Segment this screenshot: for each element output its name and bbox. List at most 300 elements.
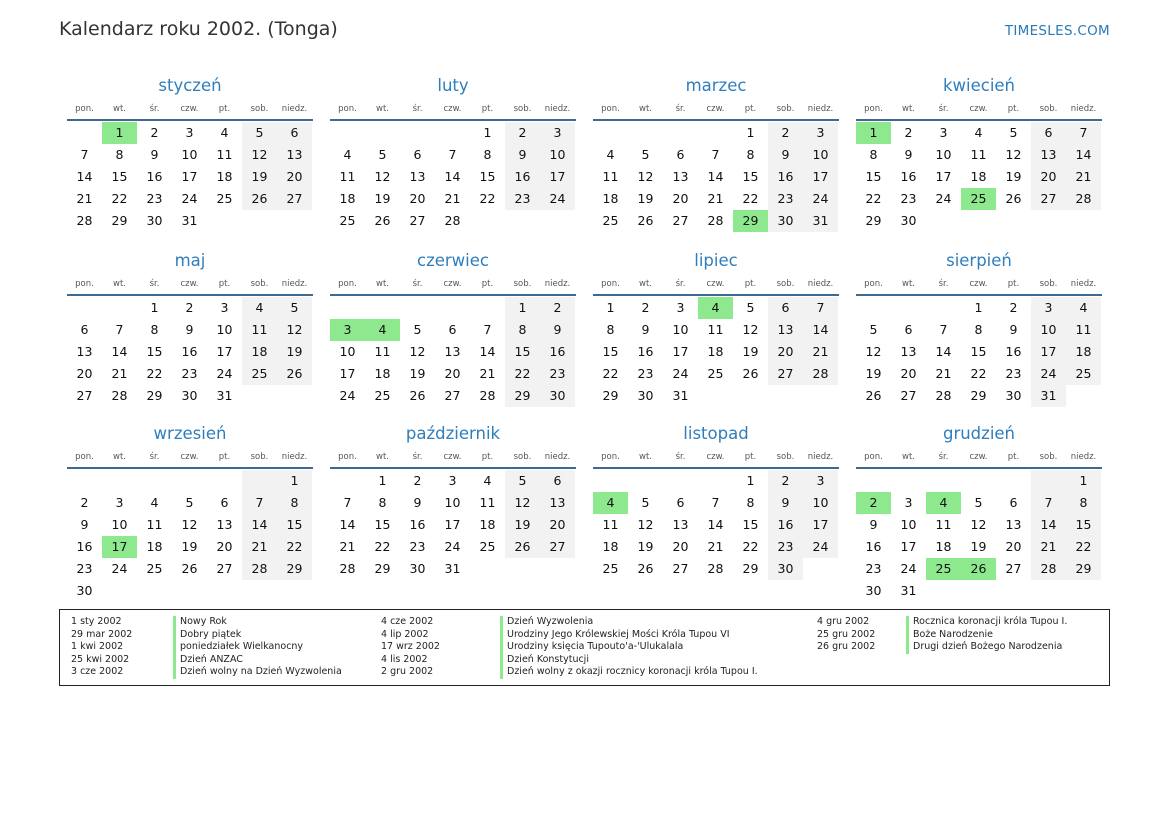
day-cell[interactable]: 25 xyxy=(1066,363,1101,385)
day-cell[interactable]: 14 xyxy=(707,517,724,532)
day-cell[interactable]: 24 xyxy=(111,561,128,576)
day-cell[interactable]: 7 xyxy=(939,322,948,337)
day-cell[interactable]: 1 xyxy=(1066,470,1101,492)
day-cell[interactable]: 23 xyxy=(181,366,198,381)
day-cell[interactable]: 2 xyxy=(505,122,540,144)
day-cell[interactable]: 12 xyxy=(277,319,312,341)
day-cell[interactable]: 20 xyxy=(900,366,917,381)
day-cell[interactable]: 3 xyxy=(540,122,575,144)
day-cell[interactable]: 28 xyxy=(707,213,724,228)
day-cell[interactable]: 30 xyxy=(181,388,198,403)
day-cell[interactable]: 30 xyxy=(768,558,803,580)
day-cell[interactable]: 22 xyxy=(970,366,987,381)
day-cell[interactable]: 25 xyxy=(602,561,619,576)
day-cell[interactable]: 16 xyxy=(505,166,540,188)
day-cell[interactable]: 4 xyxy=(974,125,983,140)
day-cell[interactable]: 8 xyxy=(378,495,387,510)
day-cell[interactable]: 25 xyxy=(707,366,724,381)
day-cell[interactable]: 22 xyxy=(865,191,882,206)
day-cell[interactable]: 6 xyxy=(413,147,422,162)
day-cell[interactable]: 9 xyxy=(80,517,89,532)
day-cell[interactable]: 3 xyxy=(803,470,838,492)
day-cell[interactable]: 29 xyxy=(505,385,540,407)
day-cell[interactable]: 22 xyxy=(277,536,312,558)
day-cell[interactable]: 21 xyxy=(242,536,277,558)
day-cell[interactable]: 21 xyxy=(707,539,724,554)
day-cell[interactable]: 5 xyxy=(242,122,277,144)
day-cell[interactable]: 21 xyxy=(444,191,461,206)
day-cell[interactable]: 16 xyxy=(865,539,882,554)
day-cell[interactable]: 11 xyxy=(935,517,952,532)
day-cell[interactable]: 1 xyxy=(746,125,755,140)
day-cell[interactable]: 21 xyxy=(339,539,356,554)
day-cell[interactable]: 4 xyxy=(698,297,733,319)
day-cell[interactable]: 15 xyxy=(277,514,312,536)
day-cell[interactable]: 2 xyxy=(1009,300,1018,315)
day-cell[interactable]: 15 xyxy=(602,344,619,359)
day-cell[interactable]: 20 xyxy=(540,514,575,536)
day-cell[interactable]: 14 xyxy=(1066,144,1101,166)
day-cell[interactable]: 1 xyxy=(856,122,891,144)
day-cell[interactable]: 10 xyxy=(444,495,461,510)
day-cell[interactable]: 20 xyxy=(277,166,312,188)
day-cell[interactable]: 19 xyxy=(742,344,759,359)
day-cell[interactable]: 24 xyxy=(803,536,838,558)
day-cell[interactable]: 18 xyxy=(602,539,619,554)
day-cell[interactable]: 12 xyxy=(1005,147,1022,162)
day-cell[interactable]: 24 xyxy=(181,191,198,206)
day-cell[interactable]: 28 xyxy=(242,558,277,580)
day-cell[interactable]: 8 xyxy=(150,322,159,337)
brand-link[interactable]: TIMESLES.COM xyxy=(1004,23,1110,39)
day-cell[interactable]: 12 xyxy=(242,144,277,166)
day-cell[interactable]: 27 xyxy=(277,188,312,210)
day-cell[interactable]: 26 xyxy=(505,536,540,558)
day-cell[interactable]: 9 xyxy=(904,147,913,162)
day-cell[interactable]: 17 xyxy=(803,514,838,536)
day-cell[interactable]: 13 xyxy=(672,517,689,532)
day-cell[interactable]: 8 xyxy=(115,147,124,162)
day-cell[interactable]: 25 xyxy=(339,213,356,228)
day-cell[interactable]: 17 xyxy=(540,166,575,188)
day-cell[interactable]: 10 xyxy=(900,517,917,532)
day-cell[interactable]: 1 xyxy=(378,473,387,488)
day-cell[interactable]: 9 xyxy=(768,492,803,514)
day-cell[interactable]: 26 xyxy=(865,388,882,403)
day-cell[interactable]: 10 xyxy=(339,344,356,359)
day-cell[interactable]: 21 xyxy=(479,366,496,381)
day-cell[interactable]: 19 xyxy=(181,539,198,554)
day-cell[interactable]: 30 xyxy=(900,213,917,228)
day-cell[interactable]: 13 xyxy=(540,492,575,514)
day-cell[interactable]: 23 xyxy=(146,191,163,206)
day-cell[interactable]: 21 xyxy=(76,191,93,206)
day-cell[interactable]: 7 xyxy=(448,147,457,162)
day-cell[interactable]: 8 xyxy=(505,319,540,341)
day-cell[interactable]: 20 xyxy=(76,366,93,381)
day-cell[interactable]: 28 xyxy=(1066,188,1101,210)
day-cell[interactable]: 18 xyxy=(339,191,356,206)
day-cell[interactable]: 7 xyxy=(711,495,720,510)
day-cell[interactable]: 30 xyxy=(409,561,426,576)
day-cell[interactable]: 6 xyxy=(80,322,89,337)
day-cell[interactable]: 15 xyxy=(374,517,391,532)
day-cell[interactable]: 15 xyxy=(111,169,128,184)
day-cell[interactable]: 28 xyxy=(444,213,461,228)
day-cell[interactable]: 25 xyxy=(961,188,996,210)
day-cell[interactable]: 8 xyxy=(277,492,312,514)
day-cell[interactable]: 7 xyxy=(242,492,277,514)
day-cell[interactable]: 13 xyxy=(76,344,93,359)
day-cell[interactable]: 12 xyxy=(637,517,654,532)
day-cell[interactable]: 30 xyxy=(76,583,93,598)
day-cell[interactable]: 16 xyxy=(409,517,426,532)
day-cell[interactable]: 14 xyxy=(803,319,838,341)
day-cell[interactable]: 30 xyxy=(865,583,882,598)
day-cell[interactable]: 22 xyxy=(602,366,619,381)
day-cell[interactable]: 19 xyxy=(242,166,277,188)
day-cell[interactable]: 18 xyxy=(707,344,724,359)
day-cell[interactable]: 2 xyxy=(150,125,159,140)
day-cell[interactable]: 27 xyxy=(540,536,575,558)
day-cell[interactable]: 3 xyxy=(185,125,194,140)
day-cell[interactable]: 17 xyxy=(102,536,137,558)
day-cell[interactable]: 31 xyxy=(672,388,689,403)
day-cell[interactable]: 2 xyxy=(185,300,194,315)
day-cell[interactable]: 4 xyxy=(606,147,615,162)
day-cell[interactable]: 24 xyxy=(444,539,461,554)
day-cell[interactable]: 6 xyxy=(540,470,575,492)
day-cell[interactable]: 9 xyxy=(768,144,803,166)
day-cell[interactable]: 28 xyxy=(111,388,128,403)
day-cell[interactable]: 24 xyxy=(672,366,689,381)
day-cell[interactable]: 22 xyxy=(374,539,391,554)
day-cell[interactable]: 6 xyxy=(676,495,685,510)
day-cell[interactable]: 9 xyxy=(641,322,650,337)
day-cell[interactable]: 29 xyxy=(1066,558,1101,580)
day-cell[interactable]: 20 xyxy=(409,191,426,206)
day-cell[interactable]: 3 xyxy=(904,495,913,510)
day-cell[interactable]: 30 xyxy=(637,388,654,403)
day-cell[interactable]: 13 xyxy=(768,319,803,341)
day-cell[interactable]: 18 xyxy=(242,341,277,363)
day-cell[interactable]: 14 xyxy=(1031,514,1066,536)
day-cell[interactable]: 27 xyxy=(900,388,917,403)
day-cell[interactable]: 21 xyxy=(1066,166,1101,188)
day-cell[interactable]: 23 xyxy=(76,561,93,576)
day-cell[interactable]: 9 xyxy=(413,495,422,510)
day-cell[interactable]: 7 xyxy=(1066,122,1101,144)
day-cell[interactable]: 10 xyxy=(1031,319,1066,341)
day-cell[interactable]: 11 xyxy=(146,517,163,532)
day-cell[interactable]: 15 xyxy=(742,517,759,532)
day-cell[interactable]: 22 xyxy=(479,191,496,206)
day-cell[interactable]: 5 xyxy=(413,322,422,337)
day-cell[interactable]: 11 xyxy=(1066,319,1101,341)
day-cell[interactable]: 10 xyxy=(935,147,952,162)
day-cell[interactable]: 18 xyxy=(479,517,496,532)
day-cell[interactable]: 20 xyxy=(1031,166,1066,188)
day-cell[interactable]: 9 xyxy=(540,319,575,341)
day-cell[interactable]: 1 xyxy=(277,470,312,492)
day-cell[interactable]: 21 xyxy=(935,366,952,381)
day-cell[interactable]: 19 xyxy=(1005,169,1022,184)
day-cell[interactable]: 15 xyxy=(865,169,882,184)
day-cell[interactable]: 11 xyxy=(242,319,277,341)
day-cell[interactable]: 25 xyxy=(146,561,163,576)
day-cell[interactable]: 12 xyxy=(637,169,654,184)
day-cell[interactable]: 27 xyxy=(216,561,233,576)
day-cell[interactable]: 17 xyxy=(444,517,461,532)
day-cell[interactable]: 26 xyxy=(277,363,312,385)
day-cell[interactable]: 7 xyxy=(483,322,492,337)
day-cell[interactable]: 8 xyxy=(746,147,755,162)
day-cell[interactable]: 10 xyxy=(540,144,575,166)
day-cell[interactable]: 24 xyxy=(540,188,575,210)
day-cell[interactable]: 3 xyxy=(939,125,948,140)
day-cell[interactable]: 26 xyxy=(374,213,391,228)
day-cell[interactable]: 24 xyxy=(900,561,917,576)
day-cell[interactable]: 6 xyxy=(1031,122,1066,144)
day-cell[interactable]: 13 xyxy=(216,517,233,532)
day-cell[interactable]: 29 xyxy=(970,388,987,403)
day-cell[interactable]: 26 xyxy=(409,388,426,403)
day-cell[interactable]: 8 xyxy=(606,322,615,337)
day-cell[interactable]: 1 xyxy=(974,300,983,315)
day-cell[interactable]: 5 xyxy=(869,322,878,337)
day-cell[interactable]: 30 xyxy=(146,213,163,228)
day-cell[interactable]: 20 xyxy=(768,341,803,363)
day-cell[interactable]: 21 xyxy=(707,191,724,206)
day-cell[interactable]: 10 xyxy=(181,147,198,162)
day-cell[interactable]: 12 xyxy=(374,169,391,184)
day-cell[interactable]: 8 xyxy=(1066,492,1101,514)
day-cell[interactable]: 29 xyxy=(865,213,882,228)
day-cell[interactable]: 24 xyxy=(339,388,356,403)
day-cell[interactable]: 1 xyxy=(102,122,137,144)
day-cell[interactable]: 12 xyxy=(970,517,987,532)
day-cell[interactable]: 20 xyxy=(444,366,461,381)
day-cell[interactable]: 15 xyxy=(479,169,496,184)
day-cell[interactable]: 4 xyxy=(1066,297,1101,319)
day-cell[interactable]: 14 xyxy=(76,169,93,184)
day-cell[interactable]: 29 xyxy=(111,213,128,228)
day-cell[interactable]: 15 xyxy=(1066,514,1101,536)
day-cell[interactable]: 22 xyxy=(1066,536,1101,558)
day-cell[interactable]: 30 xyxy=(540,385,575,407)
day-cell[interactable]: 31 xyxy=(803,210,838,232)
day-cell[interactable]: 3 xyxy=(676,300,685,315)
day-cell[interactable]: 12 xyxy=(505,492,540,514)
day-cell[interactable]: 27 xyxy=(76,388,93,403)
day-cell[interactable]: 4 xyxy=(343,147,352,162)
day-cell[interactable]: 11 xyxy=(707,322,724,337)
day-cell[interactable]: 11 xyxy=(339,169,356,184)
day-cell[interactable]: 2 xyxy=(904,125,913,140)
day-cell[interactable]: 25 xyxy=(374,388,391,403)
day-cell[interactable]: 18 xyxy=(1066,341,1101,363)
day-cell[interactable]: 6 xyxy=(676,147,685,162)
day-cell[interactable]: 17 xyxy=(803,166,838,188)
day-cell[interactable]: 10 xyxy=(803,144,838,166)
day-cell[interactable]: 3 xyxy=(1031,297,1066,319)
day-cell[interactable]: 5 xyxy=(277,297,312,319)
day-cell[interactable]: 23 xyxy=(637,366,654,381)
day-cell[interactable]: 11 xyxy=(479,495,496,510)
day-cell[interactable]: 18 xyxy=(970,169,987,184)
day-cell[interactable]: 27 xyxy=(768,363,803,385)
day-cell[interactable]: 4 xyxy=(150,495,159,510)
day-cell[interactable]: 21 xyxy=(111,366,128,381)
day-cell[interactable]: 4 xyxy=(220,125,229,140)
day-cell[interactable]: 27 xyxy=(672,213,689,228)
day-cell[interactable]: 25 xyxy=(216,191,233,206)
day-cell[interactable]: 7 xyxy=(343,495,352,510)
day-cell[interactable]: 6 xyxy=(768,297,803,319)
day-cell[interactable]: 28 xyxy=(76,213,93,228)
day-cell[interactable]: 20 xyxy=(216,539,233,554)
day-cell[interactable]: 19 xyxy=(409,366,426,381)
day-cell[interactable]: 2 xyxy=(540,297,575,319)
day-cell[interactable]: 16 xyxy=(768,514,803,536)
day-cell[interactable]: 15 xyxy=(970,344,987,359)
day-cell[interactable]: 19 xyxy=(637,539,654,554)
day-cell[interactable]: 6 xyxy=(904,322,913,337)
day-cell[interactable]: 23 xyxy=(409,539,426,554)
day-cell[interactable]: 4 xyxy=(483,473,492,488)
day-cell[interactable]: 7 xyxy=(711,147,720,162)
day-cell[interactable]: 20 xyxy=(672,539,689,554)
day-cell[interactable]: 21 xyxy=(803,341,838,363)
day-cell[interactable]: 15 xyxy=(505,341,540,363)
day-cell[interactable]: 9 xyxy=(150,147,159,162)
day-cell[interactable]: 5 xyxy=(505,470,540,492)
day-cell[interactable]: 3 xyxy=(220,300,229,315)
day-cell[interactable]: 23 xyxy=(768,188,803,210)
day-cell[interactable]: 12 xyxy=(181,517,198,532)
day-cell[interactable]: 20 xyxy=(672,191,689,206)
day-cell[interactable]: 13 xyxy=(1005,517,1022,532)
day-cell[interactable]: 21 xyxy=(1031,536,1066,558)
day-cell[interactable]: 5 xyxy=(378,147,387,162)
day-cell[interactable]: 26 xyxy=(742,366,759,381)
day-cell[interactable]: 30 xyxy=(768,210,803,232)
day-cell[interactable]: 7 xyxy=(115,322,124,337)
day-cell[interactable]: 16 xyxy=(181,344,198,359)
day-cell[interactable]: 3 xyxy=(330,319,365,341)
day-cell[interactable]: 7 xyxy=(80,147,89,162)
day-cell[interactable]: 14 xyxy=(444,169,461,184)
day-cell[interactable]: 2 xyxy=(856,492,891,514)
day-cell[interactable]: 18 xyxy=(935,539,952,554)
day-cell[interactable]: 23 xyxy=(540,363,575,385)
day-cell[interactable]: 16 xyxy=(900,169,917,184)
day-cell[interactable]: 28 xyxy=(479,388,496,403)
day-cell[interactable]: 3 xyxy=(115,495,124,510)
day-cell[interactable]: 26 xyxy=(637,561,654,576)
day-cell[interactable]: 10 xyxy=(672,322,689,337)
day-cell[interactable]: 1 xyxy=(483,125,492,140)
day-cell[interactable]: 16 xyxy=(768,166,803,188)
day-cell[interactable]: 6 xyxy=(1009,495,1018,510)
day-cell[interactable]: 17 xyxy=(900,539,917,554)
day-cell[interactable]: 11 xyxy=(602,169,619,184)
day-cell[interactable]: 23 xyxy=(768,536,803,558)
day-cell[interactable]: 3 xyxy=(448,473,457,488)
day-cell[interactable]: 16 xyxy=(637,344,654,359)
day-cell[interactable]: 15 xyxy=(742,169,759,184)
day-cell[interactable]: 16 xyxy=(1005,344,1022,359)
day-cell[interactable]: 29 xyxy=(374,561,391,576)
day-cell[interactable]: 2 xyxy=(413,473,422,488)
day-cell[interactable]: 14 xyxy=(479,344,496,359)
day-cell[interactable]: 16 xyxy=(76,539,93,554)
day-cell[interactable]: 19 xyxy=(637,191,654,206)
day-cell[interactable]: 9 xyxy=(1009,322,1018,337)
day-cell[interactable]: 27 xyxy=(444,388,461,403)
day-cell[interactable]: 23 xyxy=(865,561,882,576)
day-cell[interactable]: 9 xyxy=(185,322,194,337)
day-cell[interactable]: 19 xyxy=(374,191,391,206)
day-cell[interactable]: 31 xyxy=(1031,385,1066,407)
day-cell[interactable]: 4 xyxy=(926,492,961,514)
day-cell[interactable]: 17 xyxy=(935,169,952,184)
day-cell[interactable]: 29 xyxy=(277,558,312,580)
day-cell[interactable]: 1 xyxy=(606,300,615,315)
day-cell[interactable]: 13 xyxy=(444,344,461,359)
day-cell[interactable]: 12 xyxy=(409,344,426,359)
day-cell[interactable]: 29 xyxy=(742,561,759,576)
day-cell[interactable]: 6 xyxy=(448,322,457,337)
day-cell[interactable]: 26 xyxy=(961,558,996,580)
day-cell[interactable]: 16 xyxy=(540,341,575,363)
day-cell[interactable]: 27 xyxy=(672,561,689,576)
day-cell[interactable]: 27 xyxy=(1031,188,1066,210)
day-cell[interactable]: 9 xyxy=(505,144,540,166)
day-cell[interactable]: 9 xyxy=(869,517,878,532)
day-cell[interactable]: 7 xyxy=(803,297,838,319)
day-cell[interactable]: 13 xyxy=(672,169,689,184)
day-cell[interactable]: 11 xyxy=(602,517,619,532)
day-cell[interactable]: 4 xyxy=(593,492,628,514)
day-cell[interactable]: 25 xyxy=(602,213,619,228)
day-cell[interactable]: 13 xyxy=(277,144,312,166)
day-cell[interactable]: 2 xyxy=(768,122,803,144)
day-cell[interactable]: 11 xyxy=(374,344,391,359)
day-cell[interactable]: 13 xyxy=(900,344,917,359)
day-cell[interactable]: 5 xyxy=(641,495,650,510)
day-cell[interactable]: 22 xyxy=(742,539,759,554)
day-cell[interactable]: 28 xyxy=(339,561,356,576)
day-cell[interactable]: 27 xyxy=(409,213,426,228)
day-cell[interactable]: 5 xyxy=(641,147,650,162)
day-cell[interactable]: 19 xyxy=(277,341,312,363)
day-cell[interactable]: 8 xyxy=(869,147,878,162)
day-cell[interactable]: 14 xyxy=(935,344,952,359)
day-cell[interactable]: 20 xyxy=(1005,539,1022,554)
day-cell[interactable]: 23 xyxy=(505,188,540,210)
day-cell[interactable]: 15 xyxy=(146,344,163,359)
day-cell[interactable]: 11 xyxy=(970,147,987,162)
day-cell[interactable]: 18 xyxy=(602,191,619,206)
day-cell[interactable]: 3 xyxy=(803,122,838,144)
day-cell[interactable]: 28 xyxy=(803,363,838,385)
day-cell[interactable]: 17 xyxy=(1031,341,1066,363)
day-cell[interactable]: 1 xyxy=(746,473,755,488)
day-cell[interactable]: 2 xyxy=(768,470,803,492)
day-cell[interactable]: 18 xyxy=(216,169,233,184)
day-cell[interactable]: 8 xyxy=(483,147,492,162)
